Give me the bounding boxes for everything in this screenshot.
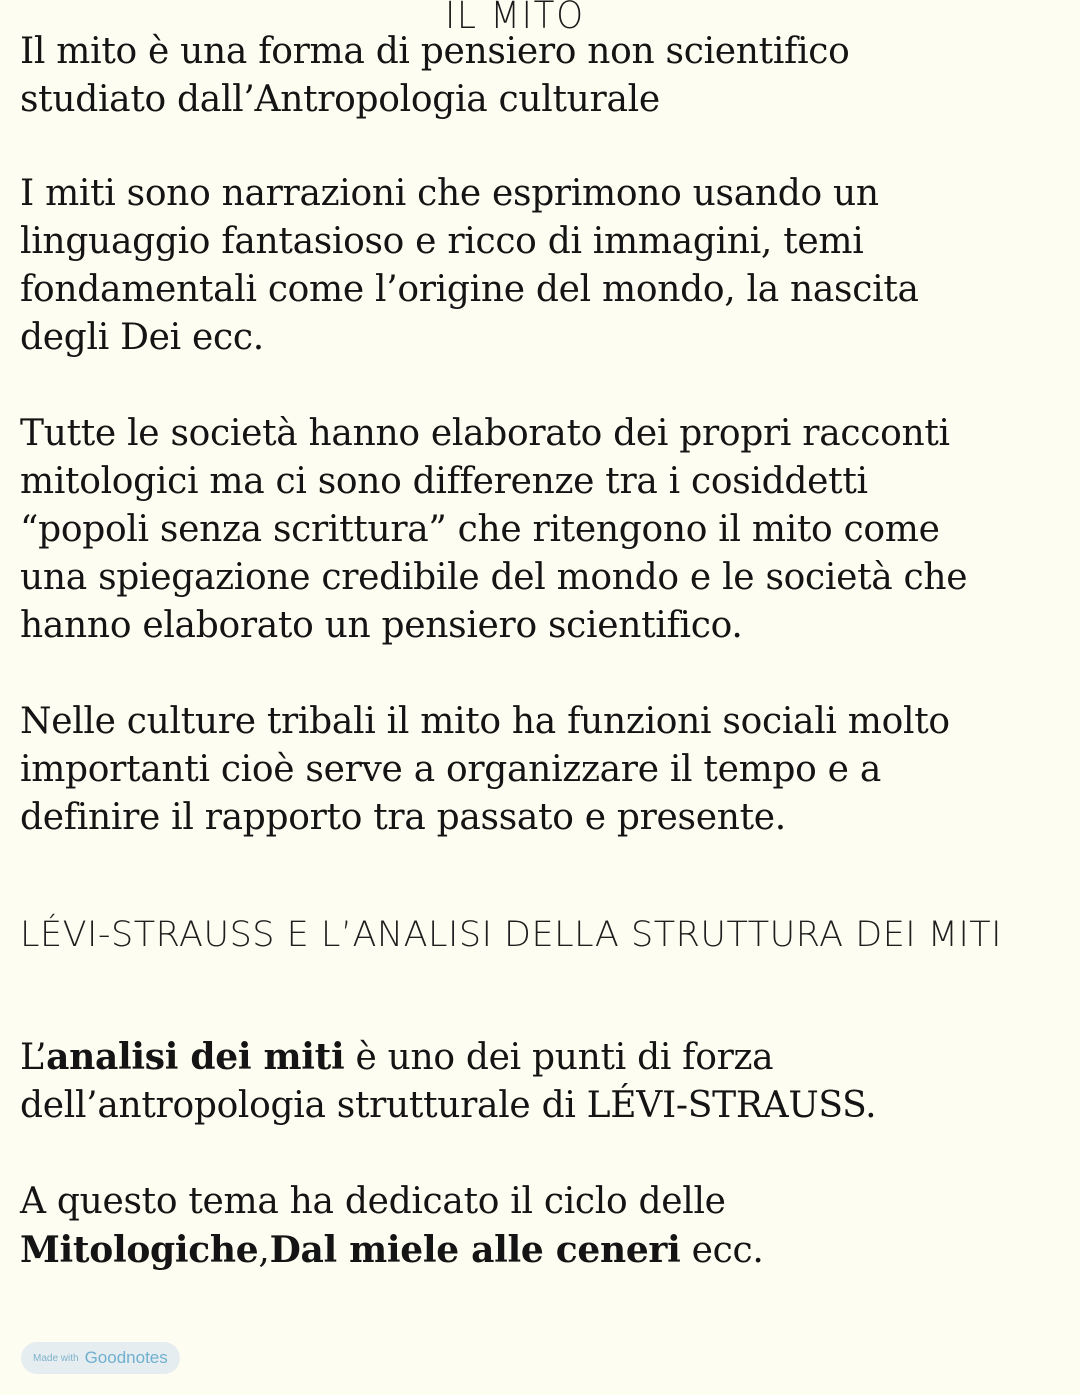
paragraph-societies: Tutte le società hanno elaborato dei propri racconti mitologici ma ci sono differenze tra i cosiddetti “popoli senza scrittura” che ritengono il mito come una spiegazione credibile del mondo e le società che hanno elaborato un pensiero scientifico. [20, 413, 968, 646]
mythologiques-tail: ecc. [680, 1230, 764, 1271]
mythologiques-line1: A questo tema ha dedicato il ciclo delle [20, 1181, 726, 1222]
paragraph-analysis [20, 1033, 1070, 1130]
honey-ashes-title: Dal miele alle ceneri [269, 1229, 681, 1271]
goodnotes-badge[interactable] [21, 1342, 180, 1374]
analysis-suffix: è uno dei punti di forza dell’antropologia strutturale di LÉVI-STRAUSS. [20, 1037, 877, 1126]
paragraph-definition: Il mito è una forma di pensiero non scientifico studiato dall’Antropologia culturale [20, 31, 850, 120]
mythologiques-title: Mitologiche [20, 1229, 259, 1271]
analysis-prefix: L’ [20, 1037, 47, 1078]
paragraph-tribal-cultures: Nelle culture tribali il mito ha funzioni sociali molto importanti cioè serve a organizzare il tempo e a definire il rapporto tra passato e presente. [20, 701, 950, 838]
badge-brand-logo: Goodnotes [84, 1348, 168, 1367]
section-heading: LÉVI-STRAUSS E L’ANALISI DELLA STRUTTURA DEI MITI [20, 915, 1002, 955]
mythologiques-separator: , [258, 1230, 270, 1271]
paragraph-narrations: I miti sono narrazioni che esprimono usando un linguaggio fantasioso e ricco di immagini, temi fondamentali come l’origine del mondo, la nascita degli Dei ecc. [20, 173, 919, 358]
page-title: IL MITO [445, 0, 585, 37]
paragraph-mythologiques [20, 1178, 1070, 1275]
badge-made-with: Made with [33, 1352, 79, 1364]
analysis-bold: analisi dei miti [46, 1036, 345, 1078]
